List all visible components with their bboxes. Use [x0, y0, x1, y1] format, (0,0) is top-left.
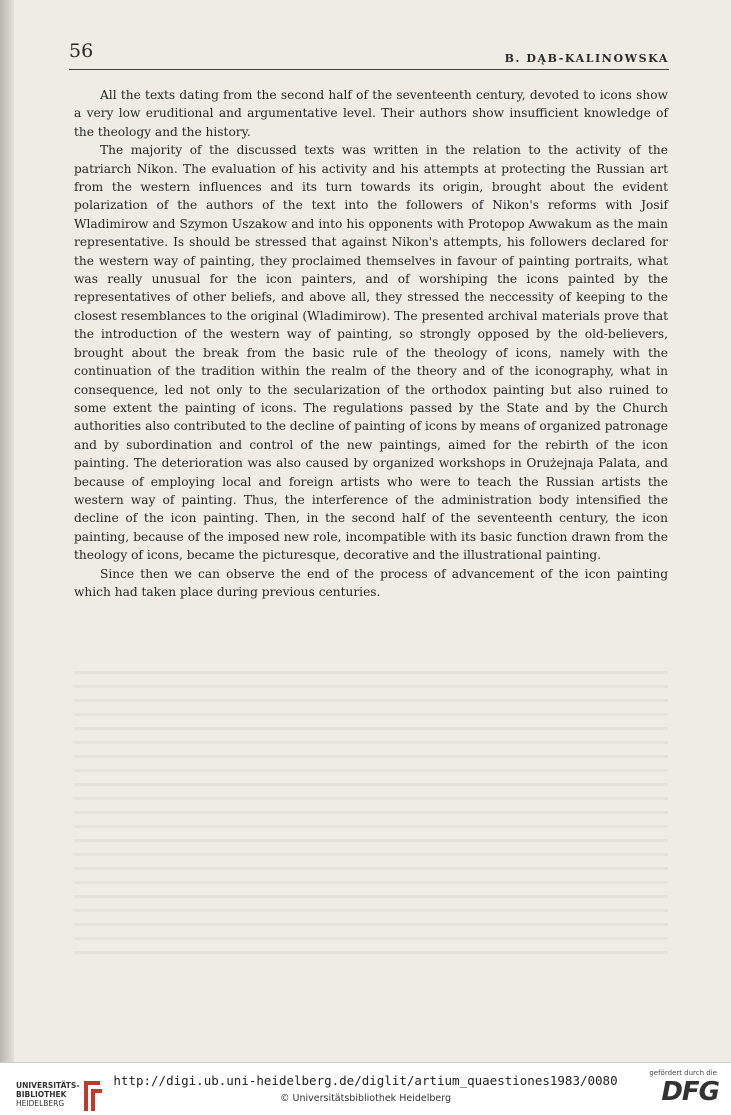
header-rule	[69, 69, 669, 70]
paragraph: All the texts dating from the second half of the seventeenth century, devoted to icons show a very low eruditional and argumentative level. Their authors show insufficient knowledge of the theology and the history.	[74, 88, 668, 139]
dfg-caption: gefördert durch die	[649, 1069, 717, 1077]
paragraph: The majority of the discussed texts was written in the relation to the activity of the patriarch Nikon. The evaluation of his activity and his attempts at protecting the Russian art from the western influences and its turn towards its origin, brought about the evident polarization of the authors of the text into the followers of Nikon's reforms with Josif Wladimirow and Szymon Uszakow and into his opponents with Protopop Awwakum as the main representative. Is should be stressed that against Nikon's attempts, his followers declared for the western way of painting, they proclaimed themselves in favour of painting portraits, what was really unusual for the icon painters, and of worshiping the icons painted by the representatives of other beliefs, and above all, they stressed the neccessity of keeping to the closest resemblances to the original (Wladimirow). The presented archival materials prove that the introduction of the western way of painting, so strongly opposed by the old-believers, brought about the break from the basic rule of the theology of icons, namely with the continuation of the tradition within the realm of the theory and of the iconography, what in consequence, led not only to the secularization of the orthodox painting but also ruined to some extent the painting of icons. The regulations passed by the State and by the Church authorities also contributed to the decline of painting of icons by means of organized patronage and by subordination and control of the new paintings, aimed for the rebirth of the icon painting. The deterioration was also caused by organized workshops in Orużejnaja Palata, and because of employing local and foreign artists who were to teach the Russian artists the western way of painting. Thus, the interference of the administration body intensified the decline of the icon painting. Then, in the second half of the seventeenth century, the icon painting, because of the imposed new role, incompatible with its basic function drawn from the theology of icons, became the picturesque, decorative and the illustrational painting.	[74, 143, 668, 563]
logo-line: UNIVERSITÄTS-	[16, 1081, 80, 1090]
logo-line: HEIDELBERG	[16, 1099, 65, 1108]
body-text	[74, 86, 668, 601]
bleed-through-area	[74, 660, 668, 960]
document-url-link[interactable]: http://digi.ub.uni-heidelberg.de/diglit/artium_quaestiones1983/0080	[113, 1073, 618, 1088]
viewer-footer	[0, 1062, 731, 1115]
page-gutter-shadow	[0, 0, 14, 1062]
running-head: B. DĄB-KALINOWSKA	[504, 52, 669, 65]
page-number: 56	[69, 40, 94, 62]
paragraph: Since then we can observe the end of the process of advancement of the icon painting which had taken place during previous centuries.	[74, 566, 668, 599]
logo-line: BIBLIOTHEK	[16, 1090, 67, 1099]
dfg-logo[interactable]: DFG	[661, 1077, 719, 1107]
copyright-notice: © Universitätsbibliothek Heidelberg	[279, 1093, 451, 1104]
